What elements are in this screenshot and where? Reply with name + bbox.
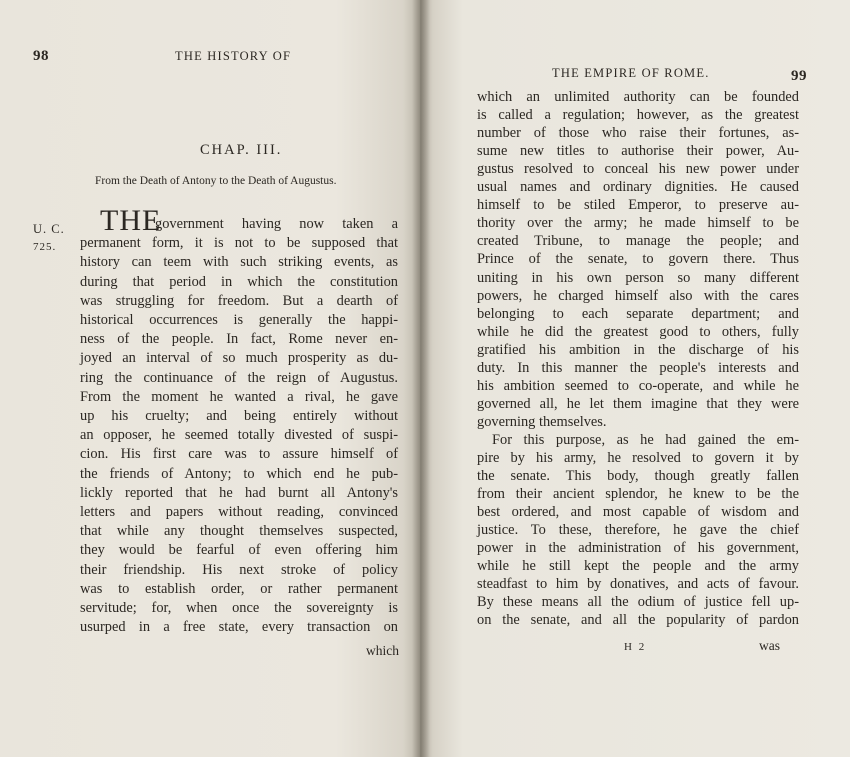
text-line: justice. To these, therefore, he gave the chief [477,522,799,539]
text-line: ness of the people. In fact, Rome never en- [80,331,398,348]
running-head: THE EMPIRE OF ROME. [552,66,710,80]
text-line: his ambition seemed to co-operate, and while he [477,377,799,394]
right-page [420,0,850,757]
text-line: letters and papers without reading, convinced [80,504,398,520]
text-line: power in the administration of his government, [477,540,799,557]
text-line: cion. His first care was to assure himself of [80,446,398,463]
book-gutter [412,0,430,757]
running-head: THE HISTORY OF [175,49,292,63]
text-line: historical occurrences is generally the happi- [80,312,398,328]
text-line: from their ancient splendor, he knew to be the [477,486,799,503]
text-line: powers, he charged himself also with the cares [477,287,799,304]
text-line: number of those who raise their fortunes, as- [477,125,799,142]
text-line: best ordered, and most capable of wisdom and [477,504,799,521]
text-line: governed all, he let them imagine that they were [477,395,799,412]
text-line: pire by his army, he resolved to govern it by [477,450,799,466]
chapter-subtitle: From the Death of Antony to the Death of Augustus. [95,175,337,187]
text-line: usual names and ordinary dignities. He caused [477,179,799,196]
text-line: their friendship. His next stroke of policy [80,561,398,578]
text-line: created Tribune, to manage the people; and [477,233,799,250]
signature-mark: H 2 [624,641,647,653]
text-line: is called a regulation; however, as the greatest [477,107,799,124]
margin-note [33,220,65,256]
text-line: ring the continuance of the reign of Augustus. [80,369,398,386]
text-line: For this purpose, as he had gained the em- [492,431,799,448]
text-line: belonging to each separate department; and [477,305,799,322]
text-line: up his cruelty; and being entirely without [80,408,398,424]
text-line: permanent form, it is not to be supposed that [80,235,398,252]
margin-note-year: 725. [33,241,57,253]
text-line: sume new titles to authorise their power, Au- [477,143,799,160]
page-number: 98 [33,48,49,64]
text-line: history can teem with such striking events, as [80,254,398,271]
text-line: himself to be stiled Emperor, to preserve au- [477,197,799,214]
text-line: government having now taken a [155,216,398,232]
catchword: was [759,638,780,653]
text-line: an opposer, he seemed totally divested of suspi- [80,427,398,444]
text-line: gratified his ambition in the discharge of his [477,341,799,358]
text-line: By these means all the odium of justice fell up- [477,594,799,611]
text-line: that while any thought themselves suspected, [80,523,398,540]
text-line: which an unlimited authority can be founded [477,89,799,105]
text-line: the senate. This body, though greatly fallen [477,468,799,485]
left-page [0,0,420,757]
text-line: the friends of Antony; to which end he pub- [80,465,398,482]
drop-cap: THE [100,204,162,237]
text-line: usurped in a free state, every transaction on [80,619,398,636]
text-line: they would be fearful of even offering him [80,542,398,559]
text-line: thority over the army; he made himself to be [477,215,799,232]
text-line: duty. In this manner the people's interests and [477,359,799,376]
catchword: which [366,643,399,658]
text-line: servitude; for, when once the sovereignty is [80,600,398,616]
text-line: From the moment he wanted a rival, he gave [80,388,398,405]
text-line: uniting in his own person so many different [477,269,799,286]
text-line: during that period in which the constitution [80,273,398,290]
text-line: joyed an interval of so much prosperity as du- [80,350,398,367]
text-line: was to establish order, or rather permanent [80,580,398,597]
chapter-title: CHAP. III. [200,142,283,158]
text-line: steadfast to him by donatives, and acts of favour. [477,576,799,593]
text-line: while he did the greatest good to others, fully [477,323,799,340]
text-line: Prince of the senate, to govern there. Thus [477,251,799,268]
text-line: was struggling for freedom. But a dearth of [80,292,398,309]
text-line: on the senate, and all the popularity of pardon [477,612,799,629]
text-line: governing themselves. [477,413,607,430]
text-line: gustus resolved to conceal his new power under [477,161,799,178]
text-line: while he still kept the people and the army [477,558,799,575]
text-line: lickly reported that he had burnt all Antony's [80,484,398,501]
margin-note-year-label: U. C. [33,222,65,236]
page-number: 99 [791,68,807,84]
